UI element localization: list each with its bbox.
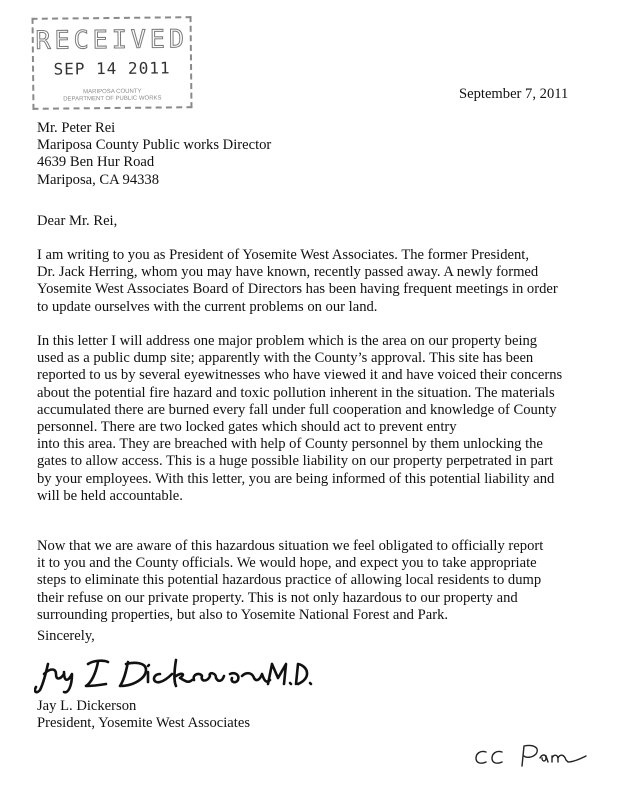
recipient-address <box>37 120 271 189</box>
paragraph-line: I am writing to you as President of Yosemite West Associates. The former President, <box>37 247 529 263</box>
paragraph-line: Now that we are aware of this hazardous situation we feel obligated to officially report <box>37 538 544 554</box>
cc-handwritten-note <box>472 740 592 772</box>
received-stamp <box>32 16 193 110</box>
paragraph-line: by your employees. With this letter, you are being informed of this potential liability and <box>37 470 555 487</box>
stamp-title: RECEIVED <box>35 24 189 55</box>
recipient-line: Mariposa County Public works Director <box>37 137 272 154</box>
letter-date: September 7, 2011 <box>459 86 569 102</box>
paragraph-line: gates to allow access. This is a huge possible liability on our property perpetrated in part <box>37 453 554 470</box>
recipient-line: Mariposa, CA 94338 <box>37 171 160 188</box>
salutation: Dear Mr. Rei, <box>37 213 118 229</box>
recipient-line: 4639 Ben Hur Road <box>37 154 155 171</box>
paragraph-line: surrounding properties, but also to Yosemite National Forest and Park. <box>37 606 449 623</box>
closing: Sincerely, <box>37 628 95 644</box>
paragraph-line: into this area. They are breached with help of County personnel by them unlocking the <box>37 436 543 453</box>
stamp-department <box>38 88 186 104</box>
paragraph-line: steps to eliminate this potential hazardous practice of allowing local residents to dump <box>37 572 542 589</box>
paragraph-line: personnel. There are two locked gates which should act to prevent entry <box>37 419 457 436</box>
recipient-line: Mr. Peter Rei <box>37 120 116 136</box>
paragraph-2 <box>37 333 562 505</box>
paragraph-line: to update ourselves with the current problems on our land. <box>37 298 378 315</box>
paragraph-line: it to you and the County officials. We would hope, and expect you to take appropriate <box>37 555 537 572</box>
paragraph-line: Yosemite West Associates Board of Directors has been having frequent meetings in order <box>37 281 558 298</box>
paragraph-line: used as a public dump site; apparently with the County’s approval. This site has been <box>37 350 534 367</box>
handwritten-signature <box>34 652 314 696</box>
paragraph-line: their refuse on our private property. This is not only hazardous to our property and <box>37 589 518 606</box>
sender-title: President, Yosemite West Associates <box>37 715 250 731</box>
stamp-department-line1: MARIPOSA COUNTY <box>83 88 142 96</box>
paragraph-3 <box>37 538 543 624</box>
paragraph-line: will be held accountable. <box>37 487 183 504</box>
sender-name: Jay L. Dickerson <box>37 698 137 714</box>
paragraph-line: reported to us by several eyewitnesses who have viewed it and have voiced their concerns <box>37 367 563 384</box>
stamp-date: SEP 14 2011 <box>53 58 171 79</box>
paragraph-line: In this letter I will address one major problem which is the area on our property being <box>37 333 538 349</box>
stamp-department-line2: DEPARTMENT OF PUBLIC WORKS <box>63 95 162 103</box>
paragraph-line: accumulated there are burned every fall under full cooperation and knowledge of County <box>37 401 557 418</box>
paragraph-line: about the potential fire hazard and toxic pollution inherent in the situation. The materials <box>37 384 555 401</box>
paragraph-1 <box>37 247 558 316</box>
paragraph-line: Dr. Jack Herring, whom you may have known, recently passed away. A newly formed <box>37 264 539 281</box>
